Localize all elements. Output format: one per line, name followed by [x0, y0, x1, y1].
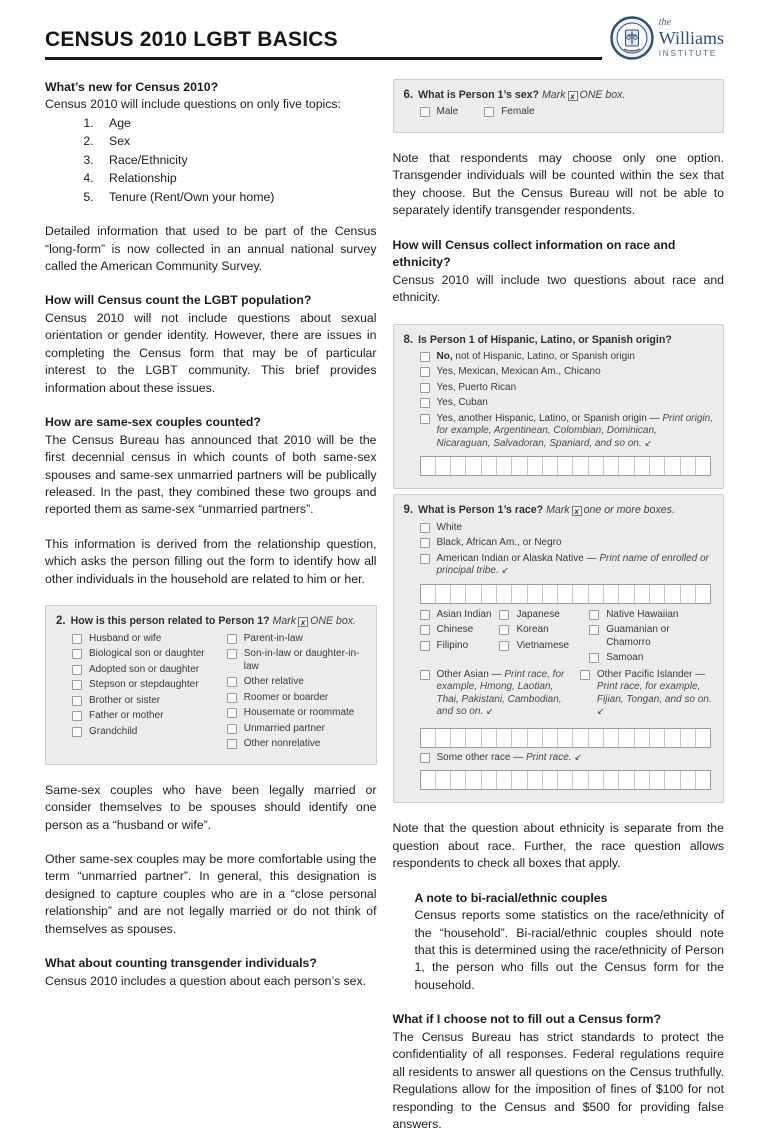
checkbox[interactable]	[589, 625, 599, 635]
write-in-boxes[interactable]	[420, 456, 712, 476]
question-number: 6.	[403, 89, 414, 101]
checkbox[interactable]	[420, 554, 430, 564]
write-in-boxes[interactable]	[420, 584, 712, 604]
logo-institute: INSTITUTE	[658, 48, 718, 59]
williams-institute-logo	[610, 16, 724, 60]
checkbox[interactable]	[227, 708, 237, 718]
checkbox-option: Housemate or roommate	[227, 707, 366, 720]
paragraph: Census reports some statistics on the race/ethnicity of the “household”. Bi-racial/ethnic couples should note that this is determined using the race/ethnicity of Person 1, the person who fills out the Census form for the household.	[414, 908, 724, 992]
checkbox[interactable]	[420, 641, 430, 651]
census-question-8-box	[393, 324, 725, 490]
checkbox-option: Brother or sister	[72, 695, 211, 708]
document-header	[45, 16, 724, 60]
checkbox-option: American Indian or Alaska Native — Print name of enrolled or principal tribe. ↙	[420, 553, 714, 578]
biracial-note-block	[415, 890, 725, 995]
write-in-boxes[interactable]	[420, 770, 712, 790]
university-seal-icon	[610, 16, 654, 60]
section-heading-whats-new: What’s new for Census 2010?	[45, 80, 219, 94]
checkbox-option: Father or mother	[72, 710, 211, 723]
five-topics-list	[45, 114, 377, 206]
note-heading: A note to bi-racial/ethnic couples	[414, 890, 608, 905]
paragraph: Note that the question about ethnicity is separate from the question about race. Further, the race question allows respondents to check all boxes that apply.	[392, 821, 724, 871]
list-item: 4. Relationship	[97, 169, 377, 187]
checkbox[interactable]	[499, 625, 509, 635]
paragraph: Other same-sex couples may be more comfortable using the term “unmarried partner”. In general, this designation is designed to capture couples who are in a “close personal relationship” and are not legally married or do not think of themselves as spouses.	[45, 851, 377, 936]
logo-wordmark	[659, 18, 724, 58]
mark-x-box-icon: x	[298, 617, 308, 627]
checkbox[interactable]	[499, 610, 509, 620]
section-heading-opt-out: What if I choose not to fill out a Census form?	[392, 1012, 661, 1027]
section-heading-count-lgbt: How will Census count the LGBT population?	[45, 293, 312, 308]
print-arrow-icon: ↙	[485, 706, 494, 717]
census-question-6-box	[393, 79, 725, 133]
question-6-options	[420, 106, 714, 122]
checkbox[interactable]	[420, 625, 430, 635]
checkbox-option: Asian Indian	[420, 609, 500, 622]
checkbox[interactable]	[227, 649, 237, 659]
checkbox[interactable]	[72, 727, 82, 737]
checkbox[interactable]	[420, 670, 430, 680]
question-6-title: 6. What is Person 1’s sex? Mark x ONE box.	[403, 89, 626, 101]
paragraph: The Census Bureau has announced that 2010 will be the first decennial census in which counts of both same-sex spouses and same-sex unmarried partners will be publically released. In the past, they combined these two groups and reported them as same-sex “unmarried partners”.	[45, 432, 377, 517]
checkbox[interactable]	[72, 665, 82, 675]
checkbox[interactable]	[227, 693, 237, 703]
checkbox-option: Grandchild	[72, 726, 211, 739]
paragraph: Detailed information that used to be part of the Census “long-form” is now collected in an annual national survey called the American Community Survey.	[45, 224, 377, 273]
paragraph: Census 2010 will include two questions about race and ethnicity.	[392, 272, 724, 305]
census-question-2-box	[45, 605, 377, 764]
checkbox-option: Japanese	[499, 609, 589, 622]
checkbox[interactable]	[589, 610, 599, 620]
checkbox[interactable]	[72, 711, 82, 721]
checkbox-option: Yes, another Hispanic, Latino, or Spanish origin — Print origin, for example, Argentinean, Colombian, Dominican, Nicaraguan, Salvadoran, Spaniard, and so on. ↙	[420, 413, 714, 451]
checkbox-option: Samoan	[589, 652, 713, 665]
checkbox-option: Other Pacific Islander — Print race, for example, Fijian, Tongan, and so on. ↙	[580, 669, 713, 719]
checkbox-option: Other relative	[227, 676, 366, 689]
checkbox[interactable]	[589, 653, 599, 663]
checkbox-option: No, not of Hispanic, Latino, or Spanish origin	[420, 351, 714, 364]
print-arrow-icon: ↙	[501, 565, 510, 576]
section-heading-same-sex-couples: How are same-sex couples counted?	[45, 415, 261, 430]
checkbox-option: Other nonrelative	[227, 738, 366, 751]
print-arrow-icon: ↙	[596, 706, 605, 717]
checkbox-option: Female	[484, 106, 534, 119]
checkbox-option: Parent-in-law	[227, 633, 366, 646]
section-heading-transgender: What about counting transgender individuals?	[45, 956, 317, 971]
paragraph: Census 2010 will include questions on only five topics:	[45, 97, 341, 112]
checkbox[interactable]	[420, 107, 430, 117]
list-item: 1. Age	[97, 114, 377, 132]
paragraph: Census 2010 includes a question about each person’s sex.	[45, 973, 367, 988]
checkbox-option: Vietnamese	[499, 640, 589, 653]
mark-x-box-icon: x	[572, 506, 582, 516]
paragraph: Census 2010 will not include questions about sexual orientation or gender identity. However, there are issues in completing the Census form that may be of particular interest to the LGBT community. This brief provides information about these issues.	[45, 310, 377, 395]
paragraph: Note that respondents may choose only one option. Transgender individuals will be counted within the sex that they choose. But the Census Bureau will not be able to separately identify transgender respondents.	[392, 150, 724, 218]
census-question-9-box	[393, 494, 725, 803]
checkbox[interactable]	[227, 634, 237, 644]
checkbox[interactable]	[227, 739, 237, 749]
checkbox[interactable]	[72, 649, 82, 659]
two-column-body	[45, 73, 724, 1134]
question-number: 2.	[56, 615, 66, 628]
checkbox-option: Some other race — Print race. ↙	[420, 752, 714, 765]
checkbox-option: Yes, Cuban	[420, 397, 714, 410]
checkbox-option: Roomer or boarder	[227, 692, 366, 705]
paragraph: Same-sex couples who have been legally married or consider themselves to be spouses should identify one person as a “husband or wife”.	[45, 782, 377, 832]
checkbox[interactable]	[227, 677, 237, 687]
checkbox[interactable]	[484, 107, 494, 117]
question-2-title: 2. How is this person related to Person 1? Mark x ONE box.	[56, 615, 357, 628]
question-number: 9.	[403, 504, 414, 517]
checkbox[interactable]	[227, 724, 237, 734]
checkbox[interactable]	[72, 634, 82, 644]
checkbox[interactable]	[580, 670, 590, 680]
race-options-grid	[404, 609, 714, 668]
checkbox[interactable]	[420, 414, 430, 424]
paragraph: This information is derived from the relationship question, which asks the person filling out the form to identify how all other individuals in the household are related to him or her.	[45, 536, 377, 586]
print-arrow-icon: ↙	[574, 751, 582, 762]
checkbox[interactable]	[72, 696, 82, 706]
checkbox[interactable]	[72, 680, 82, 690]
checkbox-option: Male	[420, 106, 459, 119]
page-title: CENSUS 2010 LGBT BASICS	[45, 28, 338, 51]
checkbox-option: Biological son or daughter	[72, 648, 211, 661]
checkbox-option: Yes, Mexican, Mexican Am., Chicano	[420, 366, 714, 379]
checkbox-option: Guamanian or Chamorro	[589, 624, 713, 649]
logo-the: the	[658, 17, 671, 29]
checkbox-option: Son-in-law or daughter-in-law	[227, 648, 366, 673]
paragraph: The Census Bureau has strict standards to protect the confidentiality of all responses. Federal regulations require all residents to answer all questions on the Census truthfully. Regulations allow for the imposition of fines of $100 for not responding to the Census and $500 for providing false answers.	[392, 1029, 724, 1132]
list-item: 2. Sex	[97, 132, 377, 150]
checkbox[interactable]	[420, 610, 430, 620]
checkbox-option: White	[420, 522, 714, 535]
checkbox-option: Husband or wife	[72, 633, 211, 646]
question-8-title: 8. Is Person 1 of Hispanic, Latino, or Spanish origin?	[403, 333, 672, 346]
question-number: 8.	[403, 333, 414, 346]
checkbox[interactable]	[420, 753, 430, 763]
list-item: 5. Tenure (Rent/Own your home)	[97, 188, 377, 206]
list-item: 3. Race/Ethnicity	[97, 151, 377, 169]
checkbox-option: Native Hawaiian	[589, 609, 713, 622]
checkbox-option: Korean	[499, 624, 589, 637]
checkbox-option: Adopted son or daughter	[72, 664, 211, 677]
checkbox-option: Unmarried partner	[227, 723, 366, 736]
checkbox[interactable]	[420, 538, 430, 548]
checkbox-option: Yes, Puerto Rican	[420, 382, 714, 395]
right-column	[393, 73, 725, 1134]
checkbox-option: Black, African Am., or Negro	[420, 537, 714, 550]
checkbox[interactable]	[420, 523, 430, 533]
checkbox[interactable]	[499, 641, 509, 651]
other-race-row	[404, 669, 714, 722]
checkbox-option: Chinese	[420, 624, 500, 637]
checkbox-option: Other Asian — Print race, for example, Hmong, Laotian, Thai, Pakistani, Cambodian, and so on. ↙	[420, 669, 572, 719]
checkbox[interactable]	[420, 367, 430, 377]
checkbox[interactable]	[420, 398, 430, 408]
title-block	[45, 28, 602, 60]
checkbox[interactable]	[420, 352, 430, 362]
write-in-boxes[interactable]	[420, 728, 712, 748]
left-column	[45, 73, 377, 1134]
question-9-title: 9. What is Person 1’s race? Mark x one or more boxes.	[403, 504, 675, 517]
checkbox-option: Stepson or stepdaughter	[72, 679, 211, 692]
checkbox[interactable]	[420, 383, 430, 393]
checkbox-option: Filipino	[420, 640, 500, 653]
print-arrow-icon: ↙	[644, 437, 652, 448]
question-2-options	[56, 633, 366, 754]
mark-x-box-icon: x	[568, 91, 578, 101]
section-heading-race-ethnicity: How will Census collect information on race and ethnicity?	[392, 237, 676, 270]
logo-name: Williams	[658, 28, 724, 49]
